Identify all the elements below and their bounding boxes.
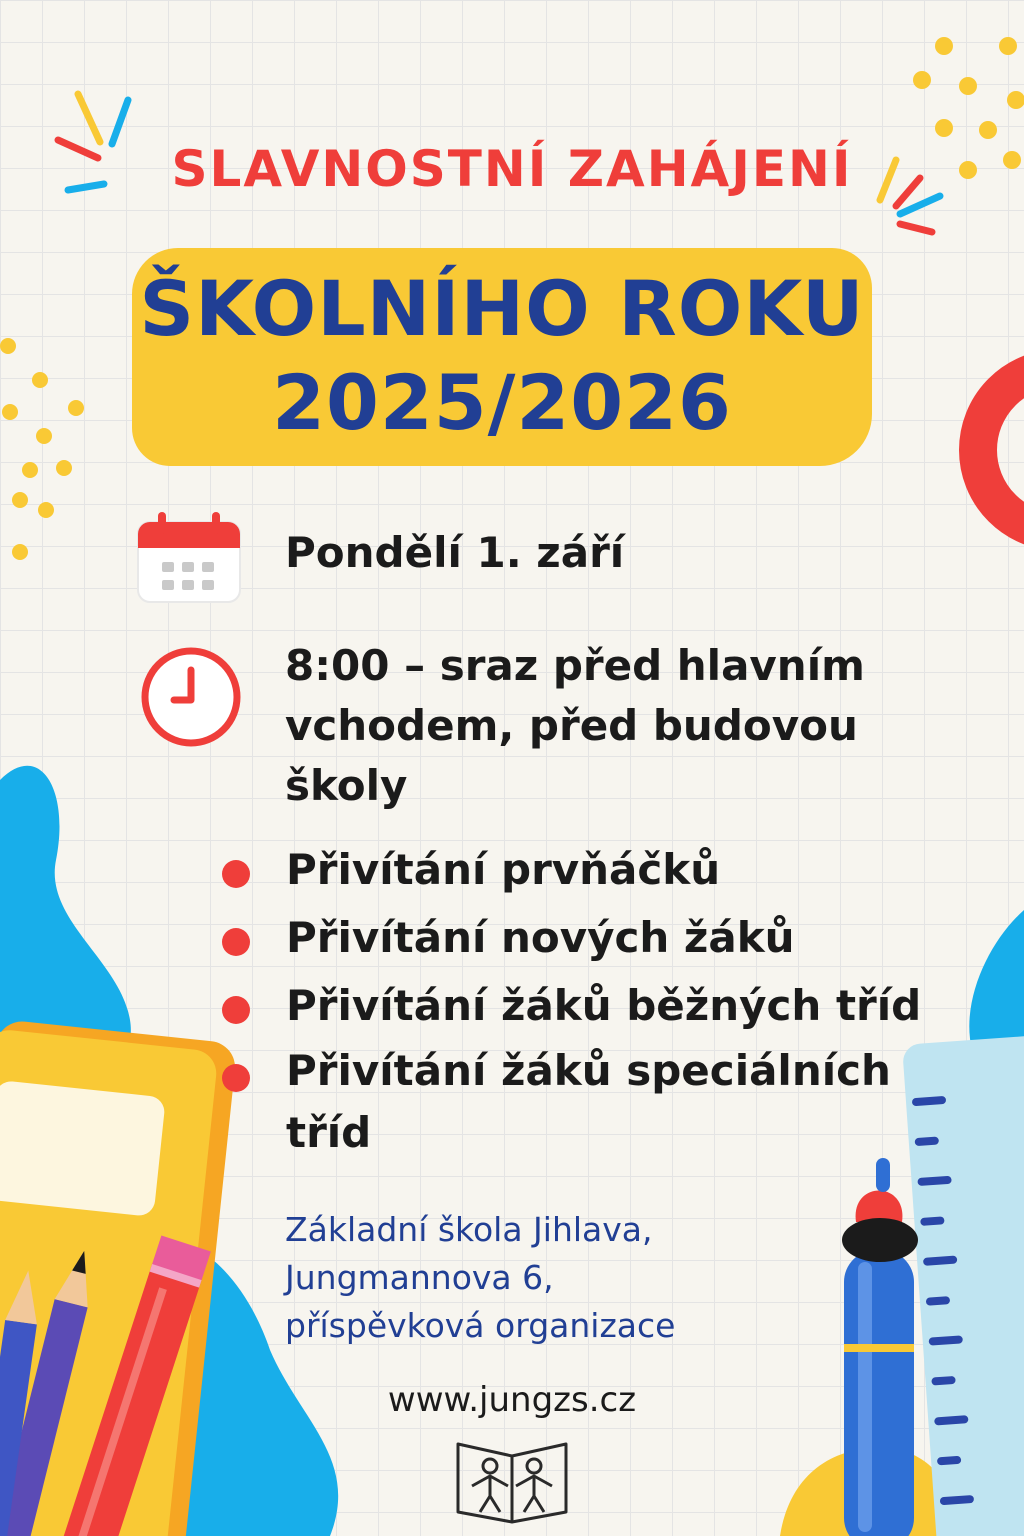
program-item-label: Přivítání nových žáků: [286, 913, 795, 962]
list-item: [222, 836, 982, 904]
title-line-1: ŠKOLNÍHO ROKU: [139, 264, 865, 353]
title-line-2: 2025/2026: [272, 358, 732, 447]
clock-icon: [138, 644, 244, 750]
list-item: [222, 904, 982, 972]
event-time-info: 8:00 – sraz před hlavním vchodem, před budovou školy: [285, 641, 865, 810]
bullet-dot: [222, 860, 250, 888]
website-link[interactable]: www.jungzs.cz: [387, 1380, 637, 1420]
school-address: [285, 1206, 845, 1350]
dots-left: [0, 338, 84, 560]
bullet-dot: [222, 1064, 250, 1092]
title-main: [132, 262, 872, 450]
calendar-icon: [134, 512, 244, 604]
school-line-3: příspěvková organizace: [285, 1306, 676, 1345]
list-item: [222, 972, 982, 1040]
program-list: [222, 836, 982, 1167]
school-line-2: Jungmannova 6,: [285, 1258, 554, 1297]
program-item-label: Přivítání žáků běžných tříd: [286, 981, 922, 1030]
program-item-label: Přivítání žáků speciálních tříd: [286, 1046, 891, 1157]
school-line-1: Základní škola Jihlava,: [285, 1210, 653, 1249]
title-top: SLAVNOSTNÍ ZAHÁJENÍ: [171, 140, 853, 198]
school-logo-icon: [452, 1434, 572, 1524]
bullet-dot: [222, 928, 250, 956]
list-item: [222, 1040, 982, 1167]
red-ring-shape: [978, 368, 1024, 532]
program-item-label: Přivítání prvňáčků: [286, 845, 721, 894]
pen-shape: [842, 1158, 918, 1536]
bullet-dot: [222, 996, 250, 1024]
event-date: Pondělí 1. září: [285, 528, 625, 577]
